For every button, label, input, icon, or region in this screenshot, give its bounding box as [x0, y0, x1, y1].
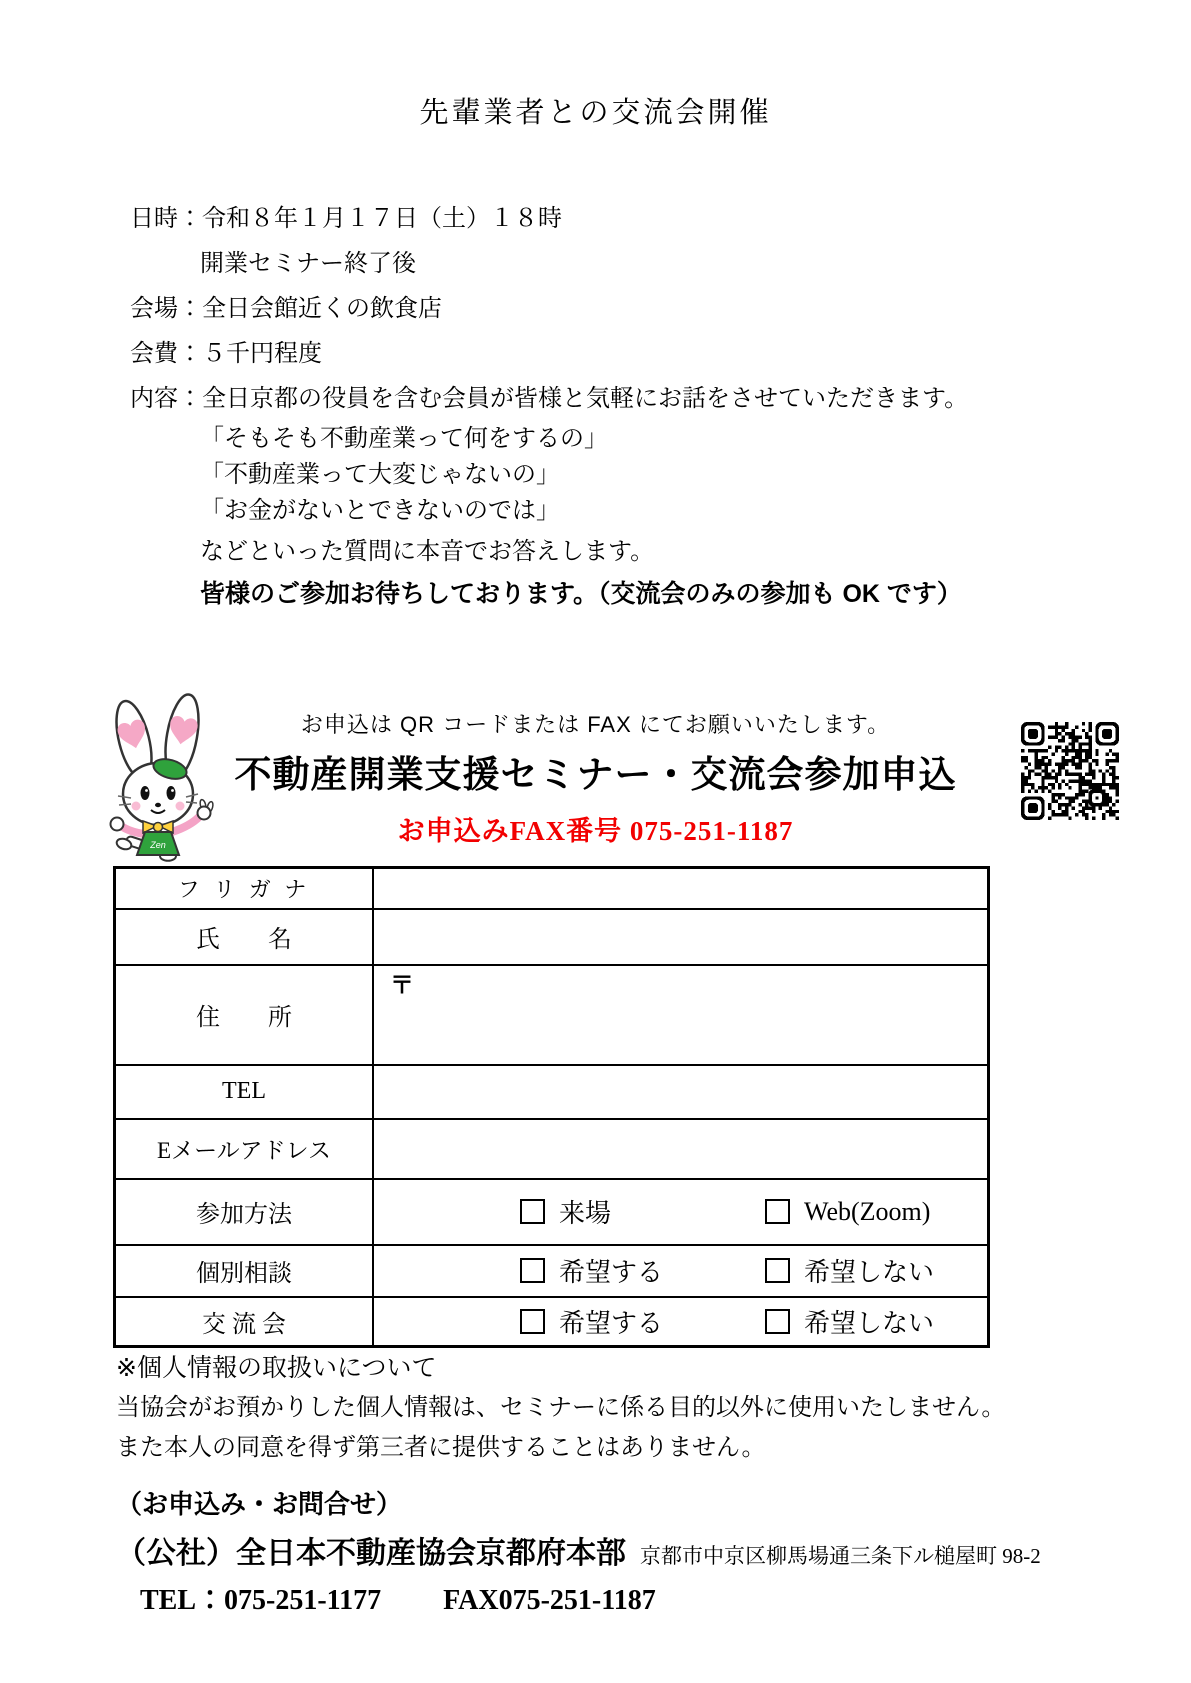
- participation-method-options: [373, 1179, 989, 1245]
- option-label: Web(Zoom): [804, 1196, 931, 1226]
- row-label: 参加方法: [115, 1179, 374, 1245]
- checkbox-exchange-no[interactable]: [765, 1309, 790, 1334]
- option-label: 来場: [559, 1199, 612, 1228]
- venue-label: 会場：: [130, 295, 202, 322]
- table-row-exchange-meeting: [115, 1297, 989, 1347]
- participation-note: 皆様のご参加お待ちしております。（交流会のみの参加も OK です）: [200, 580, 962, 608]
- privacy-heading: ※個人情報の取扱いについて: [116, 1354, 437, 1382]
- content-line: [130, 376, 968, 421]
- fax-number-line: お申込みFAX番号 075-251-1187: [397, 816, 794, 846]
- table-row-furigana: [115, 868, 989, 909]
- privacy-notice: [116, 1348, 1005, 1468]
- exchange-meeting-options: [373, 1297, 989, 1347]
- option-label: 希望しない: [804, 1258, 935, 1287]
- quote-line: 「不動産業って大変じゃないの」: [200, 461, 560, 488]
- quote-line: 「お金がないとできないのでは」: [200, 497, 560, 524]
- row-label: 交 流 会: [115, 1297, 374, 1347]
- checkbox-consult-no[interactable]: [765, 1258, 790, 1283]
- fee-value: ５千円程度: [202, 340, 322, 367]
- tel-field[interactable]: [373, 1065, 989, 1119]
- contact-tel: TEL：075-251-1177: [140, 1585, 382, 1616]
- venue-value: 全日会館近くの飲食店: [202, 295, 442, 322]
- datetime-subline: 開業セミナー終了後: [200, 250, 416, 277]
- organization-address: 京都市中京区柳馬場通三条下ル槌屋町 98-2: [640, 1544, 1041, 1568]
- table-row-participation-method: [115, 1179, 989, 1245]
- organization-name: （公社）全日本不動産協会京都府本部: [116, 1537, 626, 1570]
- quote-line: 「そもそも不動産業って何をするの」: [200, 425, 608, 452]
- application-form-title: 不動産開業支援セミナー・交流会参加申込: [234, 755, 957, 796]
- contact-fax: FAX075-251-1187: [443, 1585, 656, 1616]
- option-label: 希望する: [559, 1258, 664, 1287]
- event-info: [130, 196, 968, 574]
- datetime-label: 日時：: [130, 205, 202, 232]
- option-wish: [520, 1303, 765, 1340]
- email-field[interactable]: [373, 1119, 989, 1179]
- row-label: TEL: [115, 1065, 374, 1119]
- datetime-line: [130, 196, 968, 241]
- page-title: 先輩業者との交流会開催: [419, 97, 772, 129]
- row-label: 個別相談: [115, 1245, 374, 1297]
- application-form-table: [113, 866, 990, 1348]
- fee-label: 会費：: [130, 340, 202, 367]
- datetime-value: 令和８年１月１７日（土）１８時: [202, 205, 562, 232]
- venue-line: [130, 286, 968, 331]
- table-row-address: [115, 965, 989, 1065]
- checkbox-web-zoom[interactable]: [765, 1199, 790, 1224]
- name-field[interactable]: [373, 909, 989, 965]
- option-label: 希望する: [559, 1308, 664, 1338]
- content-label: 内容：: [130, 385, 202, 412]
- option-no-wish: [765, 1303, 934, 1340]
- row-label: Eメールアドレス: [115, 1119, 374, 1179]
- option-label: 希望しない: [804, 1308, 935, 1338]
- option-web-zoom: [765, 1197, 930, 1227]
- mascot-badge-text: Zen: [150, 840, 166, 850]
- content-value: 全日京都の役員を含む会員が皆様と気軽にお話をさせていただきます。: [202, 385, 969, 412]
- option-venue: [520, 1193, 765, 1230]
- row-label: 住 所: [115, 965, 374, 1065]
- option-wish: [520, 1252, 765, 1289]
- fee-line: [130, 331, 968, 376]
- table-row-email: [115, 1119, 989, 1179]
- checkbox-venue[interactable]: [520, 1199, 545, 1224]
- furigana-field[interactable]: [373, 868, 989, 909]
- postal-mark: 〒: [390, 972, 414, 999]
- table-row-tel: [115, 1065, 989, 1119]
- option-no-wish: [765, 1252, 934, 1289]
- quotes-closing: などといった質問に本音でお答えします。: [200, 538, 655, 565]
- checkbox-exchange-yes[interactable]: [520, 1309, 545, 1334]
- address-field[interactable]: [373, 965, 989, 1065]
- table-row-name: [115, 909, 989, 965]
- checkbox-consult-yes[interactable]: [520, 1258, 545, 1283]
- table-row-individual-consultation: [115, 1245, 989, 1297]
- individual-consultation-options: [373, 1245, 989, 1297]
- qr-code-image: [1021, 722, 1119, 820]
- contact-heading: （お申込み・お問合せ）: [116, 1489, 403, 1519]
- apply-instruction: お申込は QR コードまたは FAX にてお願いいたします。: [300, 712, 891, 737]
- contact-organization-line: [116, 1528, 1041, 1572]
- row-label: フ リ ガ ナ: [115, 868, 374, 909]
- privacy-line: また本人の同意を得ず第三者に提供することはありません。: [116, 1434, 766, 1461]
- contact-tel-fax-line: [140, 1578, 656, 1618]
- qr-code: [1021, 722, 1119, 820]
- privacy-line: 当協会がお預かりした個人情報は、セミナーに係る目的以外に使用いたしません。: [116, 1394, 1006, 1421]
- row-label: 氏 名: [115, 909, 374, 965]
